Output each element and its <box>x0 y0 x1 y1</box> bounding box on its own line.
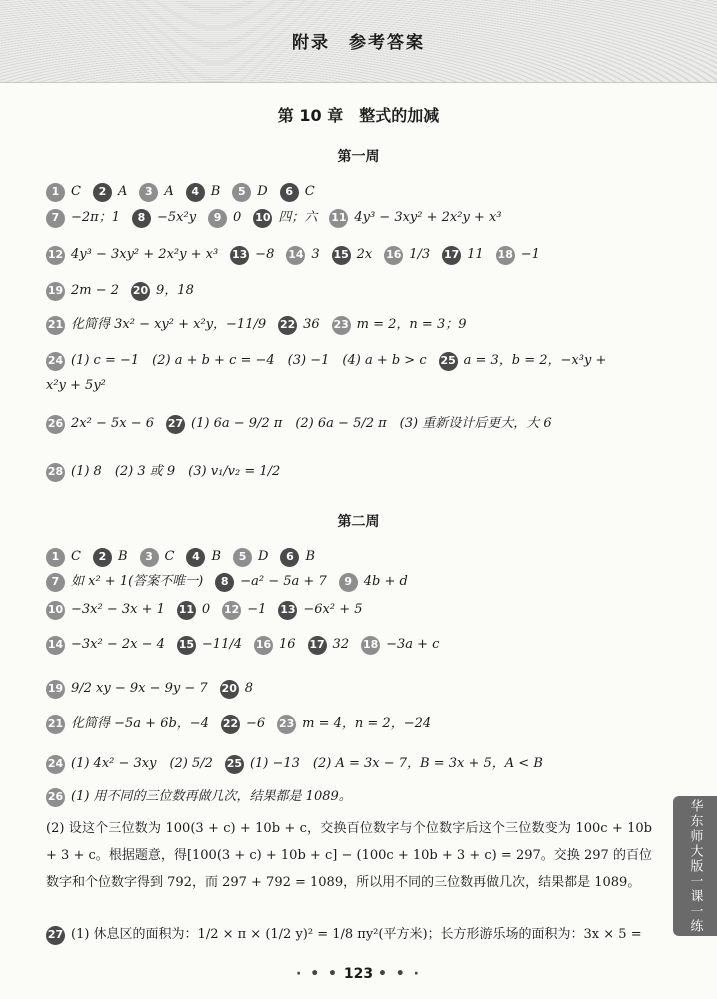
answer-item <box>329 207 501 229</box>
answer-item <box>332 314 467 336</box>
answer-item <box>221 713 265 735</box>
answer-text: m = 2，n = 3；9 <box>356 317 467 332</box>
answer-text: (1) 休息区的面积为：1/2 × π × (1/2 y)² = 1/8 πy²(平方米)；长方形游乐场的面积为：3x × 5 = <box>71 927 642 942</box>
answer-item <box>208 207 241 229</box>
book-side-tab: 华东师大版一课一练 <box>673 796 717 936</box>
answer-text: −2π；1 <box>71 210 120 225</box>
answer-text: −6x² + 5 <box>303 602 363 617</box>
question-number: 16 <box>384 246 403 265</box>
answer-text: C <box>304 184 315 199</box>
answer-item <box>46 713 209 735</box>
question-number: 7 <box>46 209 65 228</box>
question-number: 28 <box>46 463 65 482</box>
question-number: 24 <box>46 352 65 371</box>
week2-title: 第二周 <box>337 514 380 530</box>
appendix-title: 附录 参考答案 <box>292 33 425 53</box>
question-number: 4 <box>186 183 205 202</box>
answer-row <box>46 375 658 397</box>
answer-item <box>177 599 210 621</box>
answer-text: 化简得 −5a + 6b，−4 <box>71 716 209 731</box>
question-number: 18 <box>361 636 380 655</box>
answer-text: 16 <box>279 637 296 652</box>
answer-text: A <box>164 184 174 199</box>
answer-item <box>496 244 540 266</box>
question-number: 26 <box>46 415 65 434</box>
answer-item <box>140 546 175 568</box>
question-number: 11 <box>329 209 348 228</box>
question-number: 14 <box>286 246 305 265</box>
answer-item <box>139 181 173 203</box>
answer-text: D <box>258 549 269 564</box>
answer-text: 0 <box>201 602 211 617</box>
answer-text: 9/2 xy − 9x − 9y − 7 <box>71 681 208 696</box>
answer-text: −5x²y <box>156 210 197 225</box>
question-number: 18 <box>496 246 515 265</box>
answer-item <box>46 280 119 302</box>
answer-item <box>220 678 253 700</box>
answer-text: −3a + c <box>386 637 440 652</box>
answer-item <box>186 546 221 568</box>
answer-row <box>46 413 658 435</box>
question-number: 9 <box>339 573 358 592</box>
answer-item <box>253 207 317 229</box>
question-number: 2 <box>93 183 112 202</box>
question-number: 20 <box>131 282 150 301</box>
answer-text: 1/3 <box>409 247 431 262</box>
answer-item <box>46 571 203 593</box>
question-number: 8 <box>132 209 151 228</box>
answer-item <box>46 181 81 203</box>
answer-text: 4b + d <box>363 574 408 589</box>
answer-text: −1 <box>247 602 267 617</box>
answer-text: −3x² − 2x − 4 <box>71 637 165 652</box>
answer-item <box>280 181 315 203</box>
q27-row <box>46 924 658 946</box>
question-number: 19 <box>46 680 65 699</box>
question-number: 27 <box>166 415 185 434</box>
question-number: 24 <box>46 755 65 774</box>
question-number: 25 <box>225 755 244 774</box>
answer-text: −a² − 5a + 7 <box>240 574 327 589</box>
answer-item <box>46 461 280 483</box>
answer-text: (1) 8 (2) 3 或 9 (3) v₁/v₂ = 1/2 <box>71 464 281 479</box>
question-number: 21 <box>46 715 65 734</box>
answer-row <box>46 181 658 203</box>
page-number: 123 <box>343 966 374 982</box>
answer-item <box>225 753 543 775</box>
answer-text: a = 3，b = 2，−x³y + <box>463 353 607 368</box>
question-number: 10 <box>253 209 272 228</box>
question-number: 21 <box>46 316 65 335</box>
question-number: 17 <box>442 246 461 265</box>
question-number: 19 <box>46 282 65 301</box>
answer-row <box>46 280 658 302</box>
answer-item <box>361 634 439 656</box>
answer-item <box>46 753 213 775</box>
answer-item <box>439 350 607 372</box>
answer-row <box>46 634 658 656</box>
answer-item <box>280 546 315 568</box>
answer-item <box>46 678 208 700</box>
answer-item <box>46 375 106 397</box>
answer-item <box>278 314 320 336</box>
question-number: 3 <box>139 183 158 202</box>
answer-row <box>46 713 658 735</box>
question-number: 11 <box>177 601 196 620</box>
answer-text: 4y³ − 3xy² + 2x²y + x³ <box>71 247 219 262</box>
answer-item <box>132 207 196 229</box>
answer-item <box>278 599 362 621</box>
answer-item <box>384 244 430 266</box>
answer-text: 9，18 <box>156 283 194 298</box>
answer-item <box>232 181 267 203</box>
answer-text: 0 <box>233 210 242 225</box>
question-number: 23 <box>277 715 296 734</box>
answer-text: (1) c = −1 (2) a + b + c = −4 (3) −1 (4) a + b > c <box>71 353 427 368</box>
answer-item <box>186 181 221 203</box>
answer-item <box>46 634 165 656</box>
question-number: 13 <box>278 601 297 620</box>
question-number: 5 <box>232 183 251 202</box>
answer-item <box>46 546 81 568</box>
answer-item <box>222 599 266 621</box>
question-number: 17 <box>308 636 327 655</box>
question-number: 1 <box>46 183 65 202</box>
answer-item <box>177 634 242 656</box>
answer-item <box>442 244 484 266</box>
answer-row <box>46 678 658 700</box>
week1-title: 第一周 <box>337 149 380 165</box>
answer-text: 2x <box>356 247 373 262</box>
q26-part2-text: (2) 设这个三位数为 100(3 + c) + 10b + c，交换百位数字与个位数字后这个三位数变为 100c + 10b + 3 + c。根据题意，得[100(3 + c) + 10b + c] − (100c + 10b + 3 + c) = 297。交换 297 的百位数字和个位数字得到 792，而 297 + 792 = 1089，所以用不同的三位数再做几次，结果都是 1089。 <box>46 821 652 890</box>
answer-item <box>46 207 120 229</box>
answer-text: −3x² − 3x + 1 <box>71 602 165 617</box>
answer-item <box>46 244 218 266</box>
answer-item <box>286 244 319 266</box>
question-number: 8 <box>215 573 234 592</box>
question-number: 27 <box>46 926 65 945</box>
question-number: 13 <box>230 246 249 265</box>
answer-text: C <box>71 549 81 564</box>
answer-item <box>339 571 408 593</box>
question-number: 6 <box>280 548 299 567</box>
question-number: 2 <box>93 548 112 567</box>
answer-text: 化简得 3x² − xy² + x²y，−11/9 <box>71 317 267 332</box>
question-number: 15 <box>332 246 351 265</box>
answer-text: 32 <box>332 637 350 652</box>
answer-item <box>215 571 326 593</box>
answer-text: (1) 4x² − 3xy (2) 5/2 <box>71 756 213 771</box>
question-number: 23 <box>332 316 351 335</box>
answer-item <box>46 413 154 435</box>
answer-row <box>46 461 658 483</box>
answer-text: B <box>211 549 222 564</box>
answer-row <box>46 207 658 229</box>
question-number: 4 <box>186 548 205 567</box>
answer-row <box>46 314 658 336</box>
question-number: 14 <box>46 636 65 655</box>
question-number: 3 <box>140 548 159 567</box>
answer-row <box>46 350 658 372</box>
question-number: 12 <box>46 246 65 265</box>
answer-text: −11/4 <box>201 637 242 652</box>
question-number: 26 <box>46 788 65 807</box>
question-number: 10 <box>46 601 65 620</box>
answer-item <box>93 181 127 203</box>
answer-item <box>93 546 128 568</box>
answer-text: (1) −13 (2) A = 3x − 7，B = 3x + 5，A < B <box>249 756 543 771</box>
answer-text: 11 <box>467 247 484 262</box>
answer-row <box>46 571 658 593</box>
answer-text: 如 x² + 1(答案不唯一) <box>71 574 204 589</box>
answer-text: B <box>117 549 128 564</box>
question-number: 15 <box>177 636 196 655</box>
answer-item <box>308 634 350 656</box>
answer-text: −6 <box>245 716 266 731</box>
answer-text: x²y + 5y² <box>46 378 106 393</box>
question-number: 22 <box>278 316 297 335</box>
answer-text: 4y³ − 3xy² + 2x²y + x³ <box>354 210 502 225</box>
answer-text: 四；六 <box>278 210 318 225</box>
answer-item <box>46 786 352 808</box>
question-number: 1 <box>46 548 65 567</box>
answer-text: 36 <box>303 317 320 332</box>
answer-text: (1) 用不同的三位数再做几次，结果都是 1089。 <box>71 789 352 804</box>
answer-text: A <box>117 184 128 199</box>
answer-row <box>46 786 658 808</box>
answer-text: D <box>257 184 268 199</box>
question-number: 6 <box>280 183 299 202</box>
answer-item <box>131 280 194 302</box>
answer-text: C <box>71 184 81 199</box>
question-number: 20 <box>220 680 239 699</box>
question-number: 22 <box>221 715 240 734</box>
answer-item <box>332 244 373 266</box>
question-number: 16 <box>254 636 273 655</box>
question-number: 7 <box>46 573 65 592</box>
question-number: 9 <box>208 209 227 228</box>
answer-row <box>46 599 658 621</box>
page-number-block: · • • 123 • • · <box>296 966 421 982</box>
header-banner <box>0 0 717 83</box>
chapter-title: 第 10 章 整式的加减 <box>277 106 440 125</box>
answer-text: −1 <box>520 247 540 262</box>
answer-text: B <box>210 184 221 199</box>
answer-item <box>230 244 274 266</box>
answer-item <box>254 634 296 656</box>
answer-item <box>46 599 165 621</box>
answer-text: 8 <box>244 681 253 696</box>
answer-item <box>46 350 427 372</box>
answer-item <box>166 413 552 435</box>
answer-item <box>46 314 266 336</box>
answer-row <box>46 546 658 568</box>
answer-text: −8 <box>255 247 275 262</box>
question-number: 5 <box>233 548 252 567</box>
answer-row <box>46 244 658 266</box>
question-number: 12 <box>222 601 241 620</box>
answer-text: C <box>164 549 175 564</box>
answer-text: B <box>305 549 316 564</box>
question-number: 25 <box>439 352 458 371</box>
answer-text: 2x² − 5x − 6 <box>71 416 155 431</box>
answer-item <box>277 713 431 735</box>
answer-text: 3 <box>311 247 320 262</box>
answer-row <box>46 753 658 775</box>
answer-item <box>233 546 268 568</box>
answer-text: 2m − 2 <box>71 283 120 298</box>
answer-text: m = 4，n = 2，−24 <box>302 716 432 731</box>
answer-text: (1) 6a − 9/2 π (2) 6a − 5/2 π (3) 重新设计后更大，大 6 <box>191 416 552 431</box>
